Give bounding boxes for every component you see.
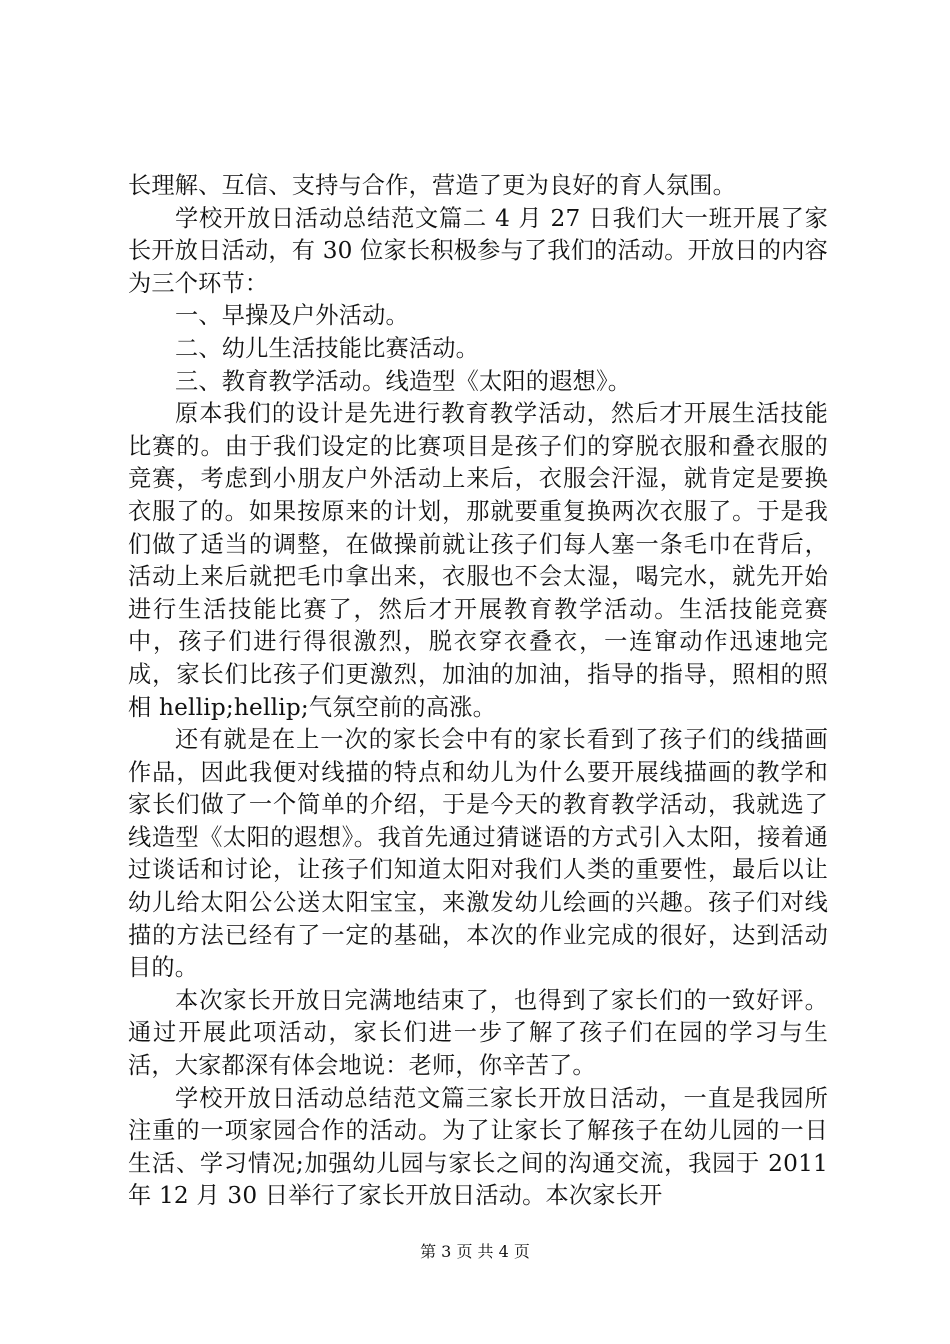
- paragraph: 一、早操及户外活动。: [175, 302, 409, 330]
- paragraph: 二、幼儿生活技能比赛活动。: [175, 334, 480, 362]
- paragraph: 长理解、互信、支持与合作，营造了更为良好的育人氛围。: [128, 172, 737, 199]
- document-body: [128, 170, 828, 1213]
- paragraph: 三、教育教学活动。线造型《太阳的遐想》。: [175, 367, 632, 395]
- paragraph: 原本我们的设计是先进行教育教学活动，然后才开展生活技能比赛的。由于我们设定的比赛项目是孩子们的穿脱衣服和叠衣服的竞赛，考虑到小朋友户外活动上来后，衣服会汗湿，就肯定是要换衣服了的。如果按原来的计划，那就要重复换两次衣服了。于是我们做了适当的调整，在做操前就让孩子们每人塞一条毛巾在背后，活动上来后就把毛巾拿出来，衣服也不会太湿，喝完水，就先开始进行生活技能比赛了，然后才开展教育教学活动。生活技能竞赛中，孩子们进行得很激烈，脱衣穿衣叠衣，一连窜动作迅速地完成，家长们比孩子们更激烈，加油的加油，指导的指导，照相的照相 hellip;hellip;气氛空前的高涨。: [128, 400, 828, 721]
- paragraph: 本次家长开放日完满地结束了，也得到了家长们的一致好评。通过开展此项活动，家长们进一步了解了孩子们在园的学习与生活，大家都深有体会地说：老师，你辛苦了。: [128, 986, 828, 1080]
- page-footer: 第 3 页 共 4 页: [420, 1242, 530, 1261]
- paragraph: 学校开放日活动总结范文篇三家长开放日活动，一直是我园所注重的一项家园合作的活动。为了让家长了解孩子在幼儿园的一日生活、学习情况;加强幼儿园与家长之间的沟通交流，我园于 2011 年 12 月 30 日举行了家长开放日活动。本次家长开: [128, 1084, 828, 1210]
- paragraph: 学校开放日活动总结范文篇二 4 月 27 日我们大一班开展了家长开放日活动，有 30 位家长积极参与了我们的活动。开放日的内容为三个环节：: [128, 204, 828, 297]
- paragraph: 还有就是在上一次的家长会中有的家长看到了孩子们的线描画作品，因此我便对线描的特点和幼儿为什么要开展线描画的教学和家长们做了一个简单的介绍，于是今天的教育教学活动，我就选了线造型《太阳的遐想》。我首先通过猜谜语的方式引入太阳，接着通过谈话和讨论，让孩子们知道太阳对我们人类的重要性，最后以让幼儿给太阳公公送太阳宝宝，来激发幼儿绘画的兴趣。孩子们对线描的方法已经有了一定的基础，本次的作业完成的很好，达到活动目的。: [128, 726, 828, 982]
